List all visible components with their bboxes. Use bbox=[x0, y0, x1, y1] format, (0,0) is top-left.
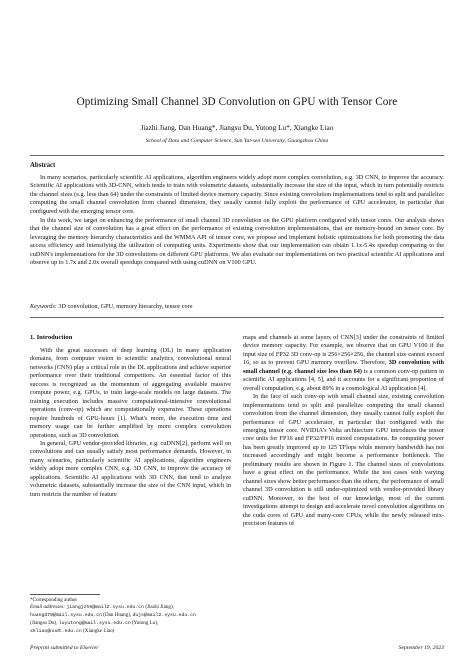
email-owner: (Dan Huang), bbox=[101, 611, 133, 618]
section-heading-introduction: 1. Introduction bbox=[30, 334, 73, 341]
abstract-paragraph-2: In this work, we target on enhancing the performance of small channel 3D convolution on the GPU platform configured with tensor cores. Our analysis shows that the channel size of convolution has a great effect on the performance of existing convolution implementations, that are memory-bound on tensor core. By leveraging the memory hierarchy characteristics and the WMMA API of tensor core, we propose and implement holistic optimizations for both promoting the data access efficiency and intensifying the utilization of computing units. Experiments show that our implementation can obtain 1.1x-5.4x speedup comparing to the cuDNN's implementations for the 3D convolutions on different GPU platforms. We also evaluate our implementations on two practical scientific AI applications and observe up to 1.7x and 2.0x overall speedups compared with using cuDNN on V100 GPU. bbox=[30, 216, 444, 267]
email-owner: (Yutong Lu), bbox=[130, 619, 159, 626]
intro-p3-text-b: is a common conv-op pattern in scientific AI applications [4, 5], and it accounts for a significant proportion of overall computation, e.g. about 89% in a cosmological AI application [4]. bbox=[243, 367, 444, 392]
author-list: Jiazhi Jiang, Dan Huang*, Jiangsu Du, Yutong Lu*, Xiangke Liao bbox=[140, 123, 334, 132]
email-link[interactable]: huangd79@mail.sysu.edu.cn bbox=[30, 612, 102, 618]
paper-title: Optimizing Small Channel 3D Convolution on GPU with Tensor Core bbox=[76, 96, 398, 108]
abstract-paragraph-1: In many scenarios, particularly scientific AI applications, algorithm engineers widely adopt more complex convolution, e.g. 3D CNN, to improve the accuracy. Scientific AI applications with 3D-CNN, which tends to train with volumetric datasets, substantially increase the size of the input, which in turn potentially restricts the channel sizes (e.g. less than 64) under the constraints of limited device memory capacity. Since existing convolution implementations tend to split and parallelize computing the small channel convolution from channel dimension, they usually cannot fully exploit the performance of GPU accelerator, in particular that configured with the emerging tensor core. bbox=[30, 174, 444, 215]
intro-p3-text-a: maps and channels at some layers of CNN[3] under the constraints of limited device memory capacity. For example, we observe that on GPU V100 if the input size of FP32 3D conv-op is 256×256×256, the channel size cannot exceed 16, so as to prevent GPU memory overflow. Therefore, bbox=[243, 334, 444, 367]
email-line-4 bbox=[30, 628, 235, 636]
email-link[interactable]: jiangjzh6@mail2.sysu.edu.cn bbox=[66, 605, 145, 610]
email-link[interactable]: xkliao@nudt.edu.cn bbox=[30, 628, 82, 634]
affiliation: School of Data and Computer Science, Sun Yat-sen University, Guangzhou China bbox=[145, 138, 329, 144]
intro-paragraph-1: With the great successes of deep learning (DL) in many application domains, from computer vision to scientific analytics, convolutional neural networks (CNN) play a critical role in the DL applications and achieve superior performance over their traditional competitors. An essential factor of this success is recognized as the momentum of aggregating available massive compute power, e.g. GPUs, to train large-scale models on large datasets. The training execution includes massive computational-intensive convolutional operations (conv-op) which are computationally expensive. These operations require hundreds of GPU-hours [1]. What's more, the execution time and memory usage can be further amplified by more complex convolution operations, such as 3D convolution. bbox=[30, 347, 231, 439]
abstract-top-rule bbox=[30, 155, 444, 156]
email-line-2 bbox=[30, 612, 235, 620]
keywords-label: Keywords: bbox=[30, 303, 57, 310]
email-link[interactable]: dujs@mail2.sysu.edu.cn bbox=[132, 612, 196, 618]
footer-date: September 19, 2023 bbox=[398, 645, 444, 651]
intro-paragraph-4: In the face of such conv-op with small channel size, existing convolution implementations tend to split and parallelize computing the small channel convolution from the channel dimension, they usually cannot fully exploit the performance of GPU accelerator, in particular that configured with the emerging tensor core. NVIDIA's Volta architecture GPU introduces the tensor core units for FP16 and FP32/FP16 mixed computations. Its computing power has been greatly improved up to 125 TFlops while memory bandwidth has not increased accordingly and might become a performance bottleneck. The preliminary results are shown in Figure 1. The channel sizes of convolutions have a great effect on the performance. While the test cases with varying channel sizes show better performance than the others, the performance of small channel 3D convolution is still under-optimized with vendor-provided library cuDNN. Moreover, to the best of our knowledge, most of the current investigations attempt to design and accelerate novel convolution algorithms on the cuda cores of GPU and many-core CPUs, while the newly released mix-precision features of bbox=[243, 393, 444, 527]
email-link[interactable]: luyutong@mail.sysu.edu.cn bbox=[58, 620, 131, 626]
email-line-3 bbox=[30, 620, 235, 628]
abstract-heading: Abstract bbox=[30, 162, 56, 169]
footnote-emails bbox=[30, 604, 235, 636]
email-owner: (Jiazhi Jiang), bbox=[144, 604, 174, 610]
right-column bbox=[243, 334, 444, 528]
abstract-bottom-rule bbox=[30, 317, 444, 318]
email-owner: (Xiangke Liao) bbox=[81, 627, 115, 634]
keywords bbox=[30, 303, 193, 310]
email-line-1 bbox=[30, 604, 235, 612]
intro-paragraph-3 bbox=[243, 334, 444, 393]
footnote-corresponding: *Corresponding author bbox=[30, 597, 78, 603]
email-owner: (Jiangsu Du), bbox=[30, 619, 59, 626]
left-column bbox=[30, 347, 231, 499]
keywords-text: 3D convolution, GPU, memory hierarchy, tensor core bbox=[58, 303, 193, 310]
intro-p3-bold: 3D convolution with small channel (e.g. channel size less than 64) bbox=[243, 359, 445, 375]
footnote-rule bbox=[30, 594, 100, 595]
abstract-body bbox=[30, 174, 444, 268]
footer-preprint-note: Preprint submitted to Elsevier bbox=[30, 645, 99, 651]
intro-paragraph-2: In general, GPU vendor-provided libraries, e.g. cuDNN[2], perform well on convolutions and can usually satisfy most performance demands. However, in many scenarios, particularly scientific AI applications, algorithm engineers widely adopt more complex CNN, e.g. 3D CNN, to improve the accuracy of applications. Scientific AI applications with 3D CNN, that tend to analyze volumetric datasets, substantially increase the size of the CNN input, which in turn restricts the number of feature bbox=[30, 439, 231, 498]
emails-label: Email addresses: bbox=[30, 604, 66, 610]
